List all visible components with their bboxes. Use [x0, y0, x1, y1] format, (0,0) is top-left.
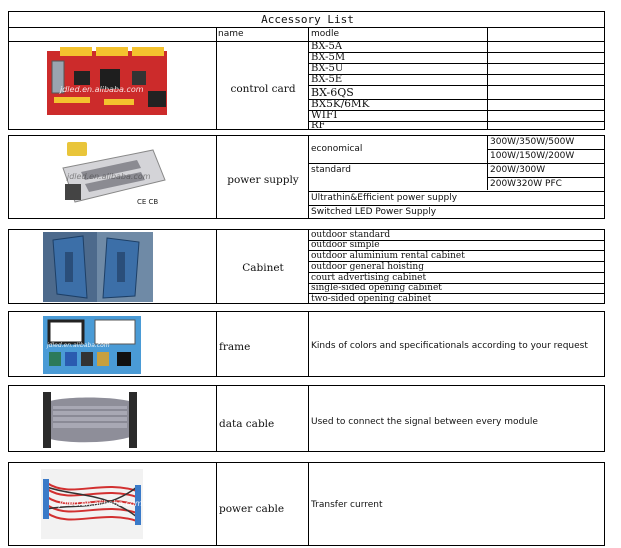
data-cable-block: [8, 385, 605, 452]
model-bx5k-6mk: BX5K/6MK: [311, 99, 370, 110]
power-cable-watermark: jdled.en.alibaba.com: [59, 499, 143, 508]
cabinet-type-1: outdoor standard: [311, 230, 391, 240]
model-bx-5m: BX-5M: [311, 52, 346, 63]
model-wifi: WIFI: [311, 110, 338, 121]
power-supply-name: power supply: [227, 174, 299, 186]
power-cable-name: power cable: [219, 503, 285, 515]
cert-marks: CE CB: [137, 198, 159, 206]
model-bx-5e: BX-5E: [311, 74, 343, 85]
cabinet-type-3: outdoor aluminium rental cabinet: [311, 251, 465, 261]
switched-label: Switched LED Power Supply: [311, 207, 437, 217]
cabinet-name: Cabinet: [242, 262, 284, 274]
ultrathin-label: Ultrathin&Efficient power supply: [311, 193, 458, 203]
control-card-image: [44, 47, 171, 127]
header-name: name: [218, 29, 244, 39]
model-bx-5u: BX-5U: [311, 63, 344, 74]
table-title: Accessory List: [261, 13, 354, 26]
standard-label: standard: [311, 165, 351, 175]
power-cable-image: [41, 469, 143, 539]
power-supply-block: [8, 135, 605, 219]
standard-spec-1: 200W/300W: [490, 165, 546, 175]
standard-spec-2: 200W320W PFC: [490, 179, 562, 189]
control-card-name: control card: [230, 83, 296, 95]
cabinet-image: [43, 232, 153, 302]
cabinet-type-6: single-sided opening cabinet: [311, 283, 442, 293]
economical-spec-1: 300W/350W/500W: [490, 137, 575, 147]
cabinet-block: [8, 229, 605, 304]
control-card-watermark: jdled.en.alibaba.com: [60, 85, 144, 94]
cabinet-type-5: court advertising cabinet: [311, 273, 427, 283]
economical-label: economical: [311, 144, 363, 154]
data-cable-image: [43, 392, 137, 448]
frame-block: [8, 311, 605, 377]
data-cable-name: data cable: [219, 418, 275, 430]
power-supply-image: [45, 140, 170, 212]
cabinet-type-4: outdoor general hoisting: [311, 262, 424, 272]
header-model: modle: [311, 29, 340, 39]
data-cable-desc: Used to connect the signal between every module: [311, 417, 538, 427]
model-bx-5a: BX-5A: [311, 41, 343, 52]
accessory-table-top: [8, 11, 605, 130]
frame-name: frame: [219, 341, 251, 353]
power-cable-block: [8, 462, 605, 546]
frame-watermark: jdled.en.alibaba.com: [47, 342, 110, 349]
model-bx-6qs: BX-6QS: [311, 86, 354, 99]
frame-desc: Kinds of colors and specificationals according to your request: [311, 341, 588, 351]
model-rf: RF: [311, 121, 326, 130]
frame-image: [43, 316, 141, 374]
power-cable-desc: Transfer current: [311, 500, 383, 510]
cabinet-type-7: two-sided opening cabinet: [311, 294, 432, 304]
cabinet-type-2: outdoor simple: [311, 240, 380, 250]
power-supply-watermark: jdled.en.alibaba.com: [67, 172, 151, 181]
economical-spec-2: 100W/150W/200W: [490, 151, 575, 161]
